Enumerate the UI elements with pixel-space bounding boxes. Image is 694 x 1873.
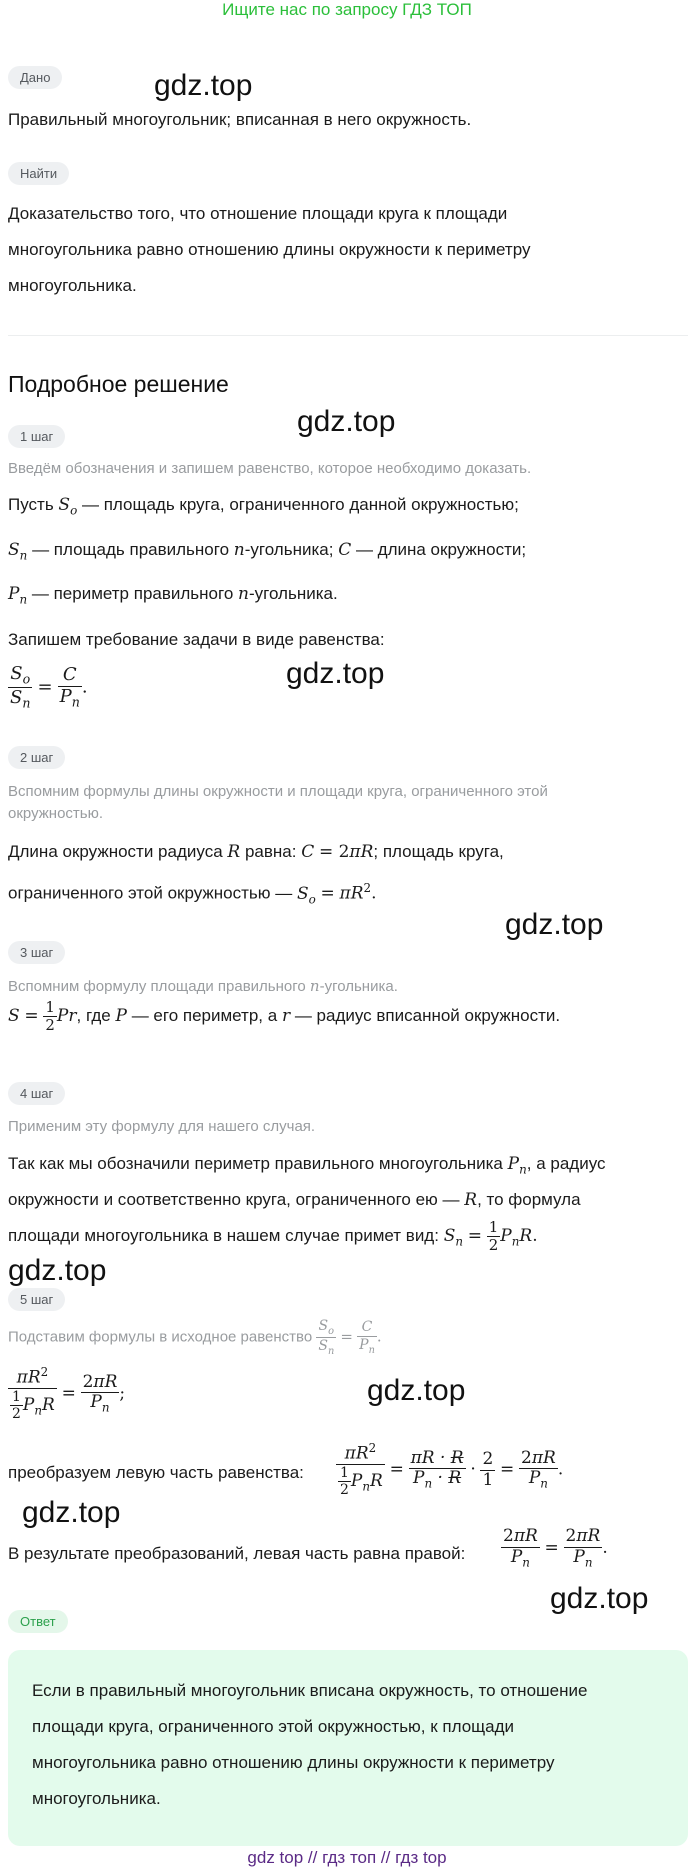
- answer-line-2: площади круга, ограниченного этой окружностью, к площади: [32, 1717, 515, 1736]
- step-1-line-3: $P_n$ — периметр правильного n-угольника.: [8, 584, 338, 607]
- step-3-line-1: S = $\frac{1}{2}$ Pr, где P — его периметр, а r — радиус вписанной окружности.: [8, 997, 561, 1035]
- watermark: gdz.top: [297, 405, 396, 438]
- step-1-line-2: $S_n$ — площадь правильного n-угольника; C — длина окружности;: [8, 540, 527, 563]
- step-2-hint-2: окружностью.: [8, 805, 104, 822]
- step-2-hint-1: Вспомним формулы длины окружности и площади круга, ограниченного этой: [8, 783, 548, 800]
- answer-line-3: многоугольника равно отношению длины окружности к периметру: [32, 1753, 555, 1772]
- watermark: gdz.top: [286, 657, 385, 690]
- solution-title: Подробное решение: [8, 371, 229, 397]
- find-tag: Найти: [8, 162, 69, 185]
- step-5-tag: 5 шаг: [8, 1288, 65, 1311]
- step-2-line-2: ограниченного этой окружностью — $S_o = \pi R^2$.: [8, 881, 377, 907]
- find-line-3: многоугольника.: [8, 276, 137, 295]
- answer-line-1: Если в правильный многоугольник вписана окружность, то отношение: [32, 1681, 588, 1700]
- answer-tag: Ответ: [8, 1610, 68, 1633]
- step-3-tag: 3 шаг: [8, 941, 65, 964]
- watermark: gdz.top: [8, 1254, 107, 1287]
- watermark: gdz.top: [22, 1496, 121, 1529]
- step-2-line-1: Длина окружности радиуса R равна: C = 2πR; площадь круга,: [8, 842, 504, 862]
- find-line-1: Доказательство того, что отношение площади круга к площади: [8, 204, 508, 223]
- watermark: gdz.top: [505, 908, 604, 941]
- step-1-equation: $\frac{S_o}{S_n}$ = $\frac{C}{P_n}$ .: [10, 663, 88, 711]
- given-text: Правильный многоугольник; вписанная в него окружность.: [8, 110, 472, 129]
- watermark: gdz.top: [550, 1582, 649, 1615]
- step-5-equation-3: $\frac{2\pi R}{P_n}$ = $\frac{2\pi R}{P_n}$ .: [503, 1526, 608, 1569]
- step-1-hint: Введём обозначения и запишем равенство, которое необходимо доказать.: [8, 460, 532, 477]
- step-1-line-4: Запишем требование задачи в виде равенства:: [8, 630, 385, 649]
- step-4-line-1: Так как мы обозначили периметр правильного многоугольника $P_n$, а радиус: [8, 1154, 606, 1177]
- answer-line-4: многоугольника.: [32, 1789, 161, 1808]
- step-4-hint: Применим эту формулу для нашего случая.: [8, 1118, 316, 1135]
- search-banner[interactable]: Ищите нас по запросу ГДЗ ТОП: [222, 0, 472, 19]
- step-1-line-1: Пусть $S_o$ — площадь круга, ограниченного данной окружностью;: [8, 495, 519, 518]
- step-2-tag: 2 шаг: [8, 746, 65, 769]
- step-5-equation-1: $\pi R^2$ $\frac{1}{2}$ $P_nR$ = $\frac{2\pi R}{P_n}$ ;: [8, 1366, 125, 1422]
- step-5-hint: Подставим формулы в исходное равенство $\frac{S_o}{S_n}$ = $\frac{C}{P_n}$ .: [8, 1318, 382, 1357]
- given-tag: Дано: [8, 66, 62, 89]
- watermark: gdz.top: [367, 1374, 466, 1407]
- answer-text: [32, 1673, 662, 1817]
- step-4-line-3: площади многоугольника в нашем случае примет вид: $S_n$ = $\frac{1}{2}$ $P_nR$.: [8, 1217, 538, 1255]
- step-4-tag: 4 шаг: [8, 1082, 65, 1105]
- step-4-line-2: окружности и соответственно круга, ограниченного ею — R, то формула: [8, 1190, 581, 1210]
- step-5-line-3: В результате преобразований, левая часть равна правой:: [8, 1544, 466, 1563]
- divider: [8, 335, 688, 336]
- find-line-2: многоугольника равно отношению длины окружности к периметру: [8, 240, 531, 259]
- step-3-hint: Вспомним формулу площади правильного n-угольника.: [8, 977, 398, 995]
- footer-links[interactable]: gdz top // гдз топ // гдз top: [247, 1848, 447, 1867]
- step-1-tag: 1 шаг: [8, 425, 65, 448]
- watermark: gdz.top: [154, 69, 253, 102]
- step-5-line-2: преобразуем левую часть равенства:: [8, 1463, 304, 1482]
- step-5-equation-2: $\pi R^2$ $\frac{1}{2}$ $P_nR$ = $\frac{\pi R \cdot R}{P_n \cdot R}$ · $\frac{2}{1}$ = $\frac{2\pi R}{P_n}$ .: [336, 1442, 563, 1498]
